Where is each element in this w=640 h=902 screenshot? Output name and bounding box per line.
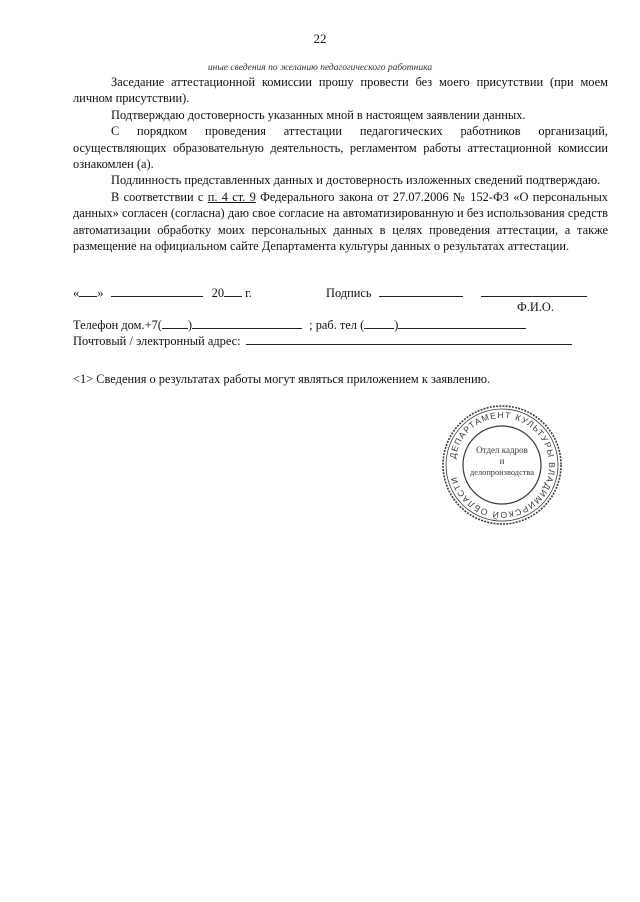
- department-stamp: [440, 403, 564, 527]
- law-article-link[interactable]: п. 4 ст. 9: [207, 189, 256, 204]
- address-label: Почтовый / электронный адрес:: [73, 334, 241, 348]
- day-field[interactable]: [79, 284, 97, 297]
- month-field[interactable]: [111, 284, 203, 297]
- consent-pre: В соответствии с: [111, 189, 208, 204]
- paragraph-attendance: Заседание аттестационной комиссии прошу провести без моего присутствии (при моем личном присутствии).: [73, 75, 608, 106]
- paragraph-authenticity: Подлинность представленных данных и достоверность изложенных сведений подтверждаю.: [111, 173, 601, 188]
- phone-row: [73, 316, 526, 333]
- year-prefix: 20: [211, 286, 225, 300]
- address-row: [73, 332, 572, 349]
- page-number: 22: [313, 31, 327, 46]
- paragraph-consent: [73, 189, 608, 255]
- stamp-svg: [440, 403, 564, 527]
- phone-work-number-field[interactable]: [398, 316, 526, 329]
- signature-label: Подпись: [326, 286, 372, 300]
- stamp-center-line3: делопроизводства: [469, 468, 535, 477]
- paragraph-procedure: С порядком проведения аттестации педагогических работников организаций, осуществляющих образовательную деятельность, регламентом работы аттестационной комиссии ознакомлен (а).: [73, 124, 608, 172]
- phone-work-close: ): [394, 318, 399, 332]
- stamp-center-line1: Отдел кадров: [476, 445, 528, 455]
- phone-home-code-field[interactable]: [162, 316, 188, 329]
- phone-home-number-field[interactable]: [192, 316, 302, 329]
- date-open-quote: «: [73, 286, 80, 300]
- phone-home-close: ): [187, 318, 193, 332]
- header-note: иные сведения по желанию педагогического работника: [207, 63, 433, 73]
- address-field[interactable]: [246, 332, 572, 345]
- fio-label: Ф.И.О.: [517, 300, 554, 314]
- statement-body: [73, 74, 608, 254]
- signature-field[interactable]: [379, 284, 463, 297]
- fio-field-line: [481, 284, 587, 301]
- date-signature-row: [73, 284, 252, 301]
- date-close-quote: »: [97, 286, 104, 300]
- year-suffix: г.: [242, 286, 252, 300]
- phone-work-code-field[interactable]: [364, 316, 394, 329]
- consent-post: Федерального закона от 27.07.2006 № 152-ФЗ «О персональных данных» согласен (согласна) даю свое согласие на автоматизированную и без использования средств автоматизации обработку моих персональных данных в целях проведения аттестации, а также размещение на официальном сайте Департамента культуры данных о результатах аттестации.: [73, 189, 608, 254]
- fio-field[interactable]: [481, 284, 587, 297]
- paragraph-confirm-data: Подтверждаю достоверность указанных мной в настоящем заявлении данных.: [111, 107, 526, 122]
- stamp-center-line2: и: [499, 456, 505, 466]
- phone-work-label: ; раб. тел (: [309, 318, 365, 332]
- year-field[interactable]: [224, 284, 242, 297]
- footnote: <1> Сведения о результатах работы могут являться приложением к заявлению.: [73, 372, 491, 386]
- stamp-ring-textpath: ДЕПАРТАМЕНТ КУЛЬТУРЫ ВЛАДИМИРСКОЙ ОБЛАСТИ: [447, 409, 558, 521]
- phone-home-label: Телефон дом.+7(: [73, 318, 162, 332]
- signature-group: [326, 284, 463, 301]
